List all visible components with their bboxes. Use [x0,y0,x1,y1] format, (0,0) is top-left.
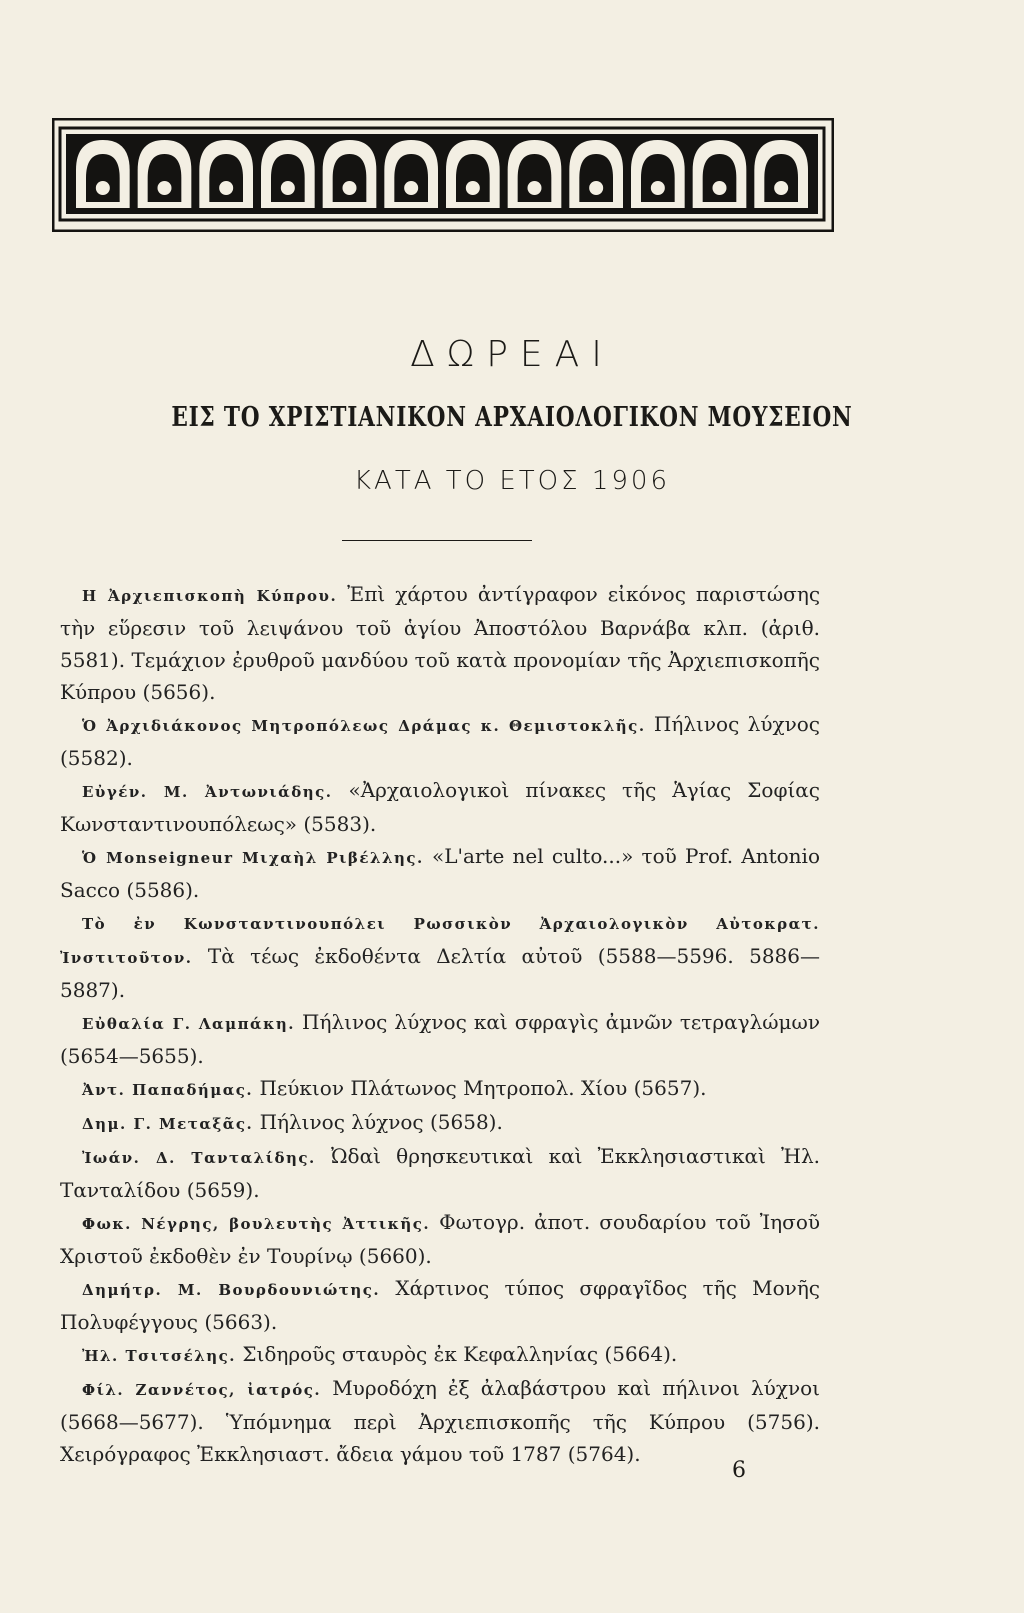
donor-name: Ἀντ. Παπαδήμας. [82,1081,254,1099]
list-item [60,1206,820,1272]
page-subtitle: ΕΙΣ ΤΟ ΧΡΙΣΤΙΑΝΙΚΟΝ ΑΡΧΑΙΟΛΟΓΙΚΟΝ ΜΟΥΣΕΙΟΝ [171,402,853,433]
donation-text: Πήλινος λύχνος (5658). [259,1110,503,1134]
list-item [60,906,820,1006]
donation-text: Πεύκιον Πλάτωνος Μητροπολ. Χίου (5657). [259,1076,707,1100]
donor-name: Φωκ. Νέγρης, βουλευτὴς Ἀττικῆς. [82,1215,431,1233]
donor-name: Ὁ Ἀρχιδιάκονος Μητροπόλεως Δράμας κ. Θεμιστοκλῆς. [82,717,646,735]
donation-text: Ἐπὶ χάρτου ἀντίγραφον εἰκόνος παριστώσης τὴν εὕρεσιν τοῦ λειψάνου τοῦ ἁγίου Ἀποστόλου Βαρνάβα κλπ. (ἀριθ. 5581). Τεμάχιον ἐρυθροῦ μανδύου τοῦ κατὰ προνομίαν τῆς Ἀρχιεπισκοπῆς Κύπρου (5656). [60,582,821,704]
divider-rule [342,540,532,541]
donor-name: Ἠλ. Τσιτσέλης. [82,1347,236,1365]
donor-name: Δημ. Γ. Μεταξᾶς. [82,1115,254,1133]
donation-text: Σιδηροῦς σταυρὸς ἐκ Κεφαλληνίας (5664). [242,1342,678,1366]
donor-name: Δημήτρ. Μ. Βουρδουνιώτης. [82,1281,381,1299]
donor-name: Εὐθαλία Γ. Λαμπάκη. [82,1015,295,1033]
donation-text: «Ἀρχαιολογικοὶ πίνακες τῆς Ἁγίας Σοφίας Κωνσταντινουπόλεως» (5583). [60,778,820,836]
list-item [60,774,820,840]
donor-name: Εὐγέν. Μ. Ἀντωνιάδης. [82,783,333,801]
donations-list [60,578,820,1470]
list-item [60,1338,820,1372]
list-item [60,1106,820,1140]
donation-text: Φωτογρ. ἀποτ. σουδαρίου τοῦ Ἰησοῦ Χριστοῦ ἐκδοθὲν ἐν Τουρίνῳ (5660). [60,1210,821,1268]
donor-name: Η Ἀρχιεπισκοπὴ Κύπρου. [82,587,338,605]
list-item [60,578,820,708]
list-item [60,1072,820,1106]
donation-text: Πήλινος λύχνος καὶ σφραγὶς ἀμνῶν τετραγλώμων (5654—5655). [60,1010,821,1068]
list-item [60,1140,820,1206]
page-title: ΔΩΡΕΑΙ [410,334,614,375]
year-heading: ΚΑΤΑ ΤΟ ΕΤΟΣ 1906 [353,466,670,496]
donation-text: Τὰ τέως ἐκδοθέντα Δελτία αὐτοῦ (5588—5596. 5886—5887). [60,944,821,1002]
donation-text: Χάρτινος τύπος σφραγῖδος τῆς Μονῆς Πολυφέγγους (5663). [60,1276,820,1334]
donation-text: Μυροδόχη ἐξ ἀλαβάστρου καὶ πήλινοι λύχνοι (5668—5677). Ὑπόμνημα περὶ Ἀρχιεπισκοπῆς τῆς Κύπρου (5756). Χειρόγραφος Ἐκκλησιαστ. ἄδεια γάμου τοῦ 1787 (5764). [60,1376,820,1466]
donation-text: «L'arte nel culto...» τοῦ Prof. Antonio Sacco (5586). [60,844,820,902]
list-item [60,708,820,774]
donor-name: Φίλ. Ζαννέτος, ἰατρός. [82,1381,322,1399]
donation-text: Πήλινος λύχνος (5582). [60,712,820,770]
donor-name: Ὁ Monseigneur Μιχαὴλ Ριβέλλης. [82,849,424,867]
list-item [60,840,820,906]
donor-name: Ἰωάν. Δ. Τανταλίδης. [82,1149,316,1167]
list-item [60,1006,820,1072]
page-number: 6 [732,1458,746,1483]
list-item [60,1372,820,1470]
list-item [60,1272,820,1338]
donation-text: Ὠδαὶ θρησκευτικαὶ καὶ Ἐκκλησιαστικαὶ Ἠλ. Τανταλίδου (5659). [60,1144,821,1202]
ornamental-border [52,118,834,232]
donor-name: Τὸ ἐν Κωνσταντινουπόλει Ρωσσικὸν Ἀρχαιολογικὸν Αὐτοκρατ. Ἰνστιτοῦτον. [60,915,820,967]
